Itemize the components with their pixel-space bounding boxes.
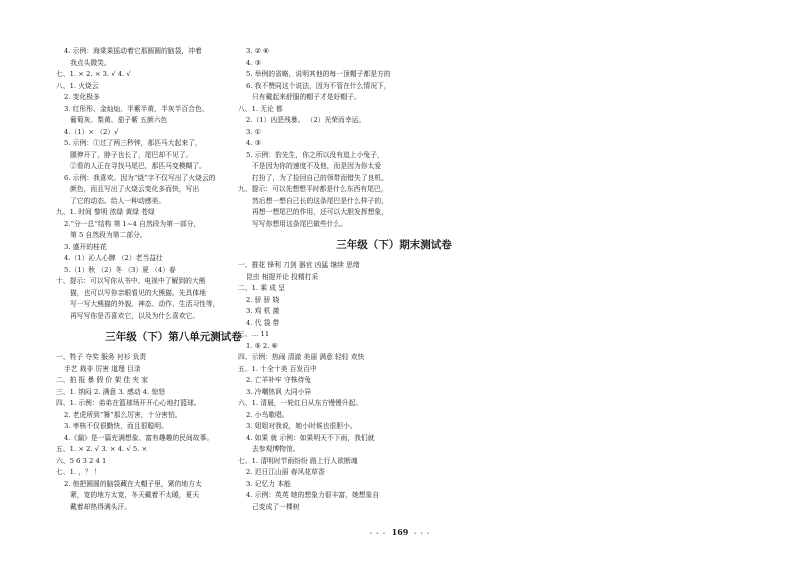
answer-line: 4. ③ — [246, 58, 261, 67]
answer-line: 五、1. × 2. √ 3. × 4. √ 5. × — [56, 445, 148, 453]
answer-line: 八、1. 无论 都 — [238, 104, 283, 113]
answer-line: 戴着却热得满头汗。 — [70, 502, 132, 511]
answer-line: 2.（1）凶恶残暴。 （2）光荣而幸运。 — [246, 116, 366, 124]
answer-line: 不是因为你的速度不及他，而是因为你太爱 — [252, 162, 382, 170]
answer-line: 3. 姐姐对我说，她小时候也很胆小。 — [246, 422, 357, 430]
answer-line: 2. 亡羊补牢 守株待兔 — [246, 376, 312, 384]
answer-line: 3. ① — [246, 127, 261, 136]
answer-line: 葡萄灰、梨黄、茄子紫 五颜六色 — [70, 116, 168, 124]
answer-line: 3. 冷嘲热讽 大同小异 — [246, 387, 312, 396]
answer-line: 三、… 11 — [238, 330, 270, 338]
answer-line: 3. 鸡 机 激 — [246, 307, 280, 315]
answer-line: 手艺 栽非 厉害 道理 目录 — [64, 364, 141, 373]
section-title: 三年级（下）期末测试卷 — [336, 239, 452, 251]
answer-line: 打扮了，为了捡回自己的领带而错失了良机。 — [252, 173, 388, 182]
answer-line: 写一写大熊猫的外貌、神态、动作、生活习性等， — [70, 300, 220, 308]
answer-line: 猫，也可以写你亲眼看见的大熊猫。先具体地 — [70, 288, 206, 297]
answer-line: 4.《漏》是一篇充满想象、富有趣趣的民间故事。 — [64, 433, 214, 442]
answer-line: 5. 举例的省略，说明其他的每一顶帽子都是方的 — [246, 70, 391, 78]
answer-line: 4. 示例：英英 她的想象力很丰富，她想象自 — [246, 491, 380, 499]
answer-line: 4.（1）× （2）√ — [64, 127, 119, 136]
answer-line: 5.（1）秋 （2）冬 （3）夏 （4）春 — [64, 265, 176, 274]
footer-decoration-right: • • • — [413, 531, 431, 537]
answer-line: 3. ② ⑥ — [246, 47, 269, 55]
answer-line: 一、牲子 夺奖 服务 衬衫 负责 — [56, 353, 147, 361]
answer-line: 4.（1）沁人心脾 （2）老当益壮 — [64, 254, 163, 262]
answer-line: 四、1. 示例：弟弟在篮球场开开心心地打篮球。 — [56, 399, 201, 407]
answer-line: 3. 记忆力 本能 — [246, 479, 291, 488]
answer-line: 六、1. 清晨，一轮红日从东方慢慢升起。 — [238, 399, 363, 407]
answer-line: 再写写你是否喜欢它，以及为什么喜欢它。 — [70, 311, 200, 320]
answer-line: 2.“分一总”结构 第 1~4 自然段为第一部分， — [64, 219, 201, 228]
answer-line: 2. 骄 骄 娆 — [246, 295, 280, 304]
answer-line: 只有戴起来舒服的帽子才是好帽子。 — [252, 93, 361, 101]
answer-line: 1. ⑤ 2. ⑥ — [246, 341, 278, 350]
page-number: 169 — [391, 527, 409, 537]
answer-line: 紧，宽的地方太宽，冬天戴着不太暖，夏天 — [70, 491, 200, 499]
answer-line: 八、1. 火烧云 — [56, 81, 99, 90]
answer-line: 2. 迟日江山丽 春风花草香 — [246, 468, 325, 476]
answer-line: 腿伸开了，脖子也长了，尾巴却不见了。 — [70, 150, 193, 159]
answer-line: 二、拍 报 暴 假 价 架 佳 夹 家 — [56, 376, 149, 384]
answer-line: 六、5 6 3 2 4 1 — [56, 456, 107, 465]
footer-decoration-left: • • • — [369, 531, 387, 537]
answer-line: 再想一想尾巴的作用，还可以大胆发挥想象， — [252, 208, 388, 216]
answer-line: 2. 变化极多 — [64, 93, 100, 101]
answer-line: 七、1. × 2. × 3. √ 4. √ — [56, 70, 131, 78]
answer-line: 九、1. 时间 黎明 浓绿 黄绿 苍绿 — [56, 208, 155, 216]
answer-line: 然后想一想自己长的这条尾巴是什么样子的， — [252, 196, 388, 205]
answer-line: 七、1. 清明时节雨纷纷 路上行人欲断魂 — [238, 456, 358, 465]
answer-line: 写写你想用这条尾巴做些什么。 — [252, 219, 348, 228]
answer-line: 七、1. ，？ ！ — [56, 468, 101, 476]
answer-line: 6. 我不赞同这个说法，因为不管在什么情况下， — [246, 81, 391, 90]
answer-line: 四、示例：热闹 清澈 美丽 满意 轻轻 欢快 — [238, 353, 365, 361]
answer-line: 颜色，而且写出了火烧云变化多而快，写出 — [70, 185, 200, 193]
page-footer — [0, 527, 800, 537]
answer-line: 去参观博物馆。 — [252, 445, 300, 453]
answer-line: 4. 代 袋 带 — [246, 318, 280, 327]
answer-line: 4. 如果 就 示例：如果明天不下雨，我们就 — [246, 433, 375, 442]
answer-line: 3. 枣核不仅很勤快，而且很聪明。 — [64, 422, 168, 430]
answer-line: 4. ③ — [246, 139, 261, 147]
answer-line: ②看的人正在寻找马尾巴，那匹马变模糊了。 — [70, 162, 206, 170]
answer-line: 5. 示例：①过了两三秒钟，那匹马大起来了， — [64, 139, 202, 147]
answer-line: 2. 他把圆圆的脑袋藏在大帽子里，紧的地方太 — [64, 479, 202, 488]
answer-line: 十、提示：可以写你从书中、电视中了解到的大熊 — [56, 277, 206, 285]
answer-line: 2. 小鸟歌唱。 — [246, 410, 289, 419]
answer-line: 我点头微笑。 — [70, 58, 111, 67]
answer-line: 6. 示例：我喜欢。因为“烧”字不仅写出了火烧云的 — [64, 173, 216, 182]
answer-line: 昆虫 相提并论 投精打采 — [246, 272, 319, 281]
answer-line: 5. 示例：豹先生，你之所以没有追上小兔子， — [246, 150, 384, 159]
section-title: 三年级（下）第八单元测试卷 — [105, 331, 242, 343]
answer-line: 一、推花 锋利 刀剑 器官 凶猛 继续 思绪 — [238, 261, 360, 269]
answer-line: 二、1. 乘 成 呈 — [238, 284, 285, 292]
answer-line: 三、1. 纳闷 2. 满意 3. 感动 4. 惊怒 — [56, 387, 166, 396]
answer-line: 3. 盛开的桂花 — [64, 242, 107, 251]
answer-line: 3. 红彤彤、金灿灿、半紫半黄、半灰半百合色、 — [64, 104, 209, 113]
right-column — [238, 46, 538, 513]
answer-line: 4. 示例：海棠果摇动着它那圆圆的脑袋，冲着 — [64, 47, 202, 55]
answer-line: 第 5 自然段为第二部分。 — [70, 231, 147, 239]
answer-line: 2. 老虎所到“饕”那么厉害，十分害怕。 — [64, 410, 182, 419]
answer-line: 五、1. 十全十美 百发百中 — [238, 364, 317, 373]
answer-line: 九、提示：可以先想想平时都是什么东西有尾巴， — [238, 185, 388, 193]
answer-line: 己变成了一棵树 — [252, 502, 300, 511]
answer-line: 了它的动态。给人一种动感美。 — [70, 196, 166, 205]
